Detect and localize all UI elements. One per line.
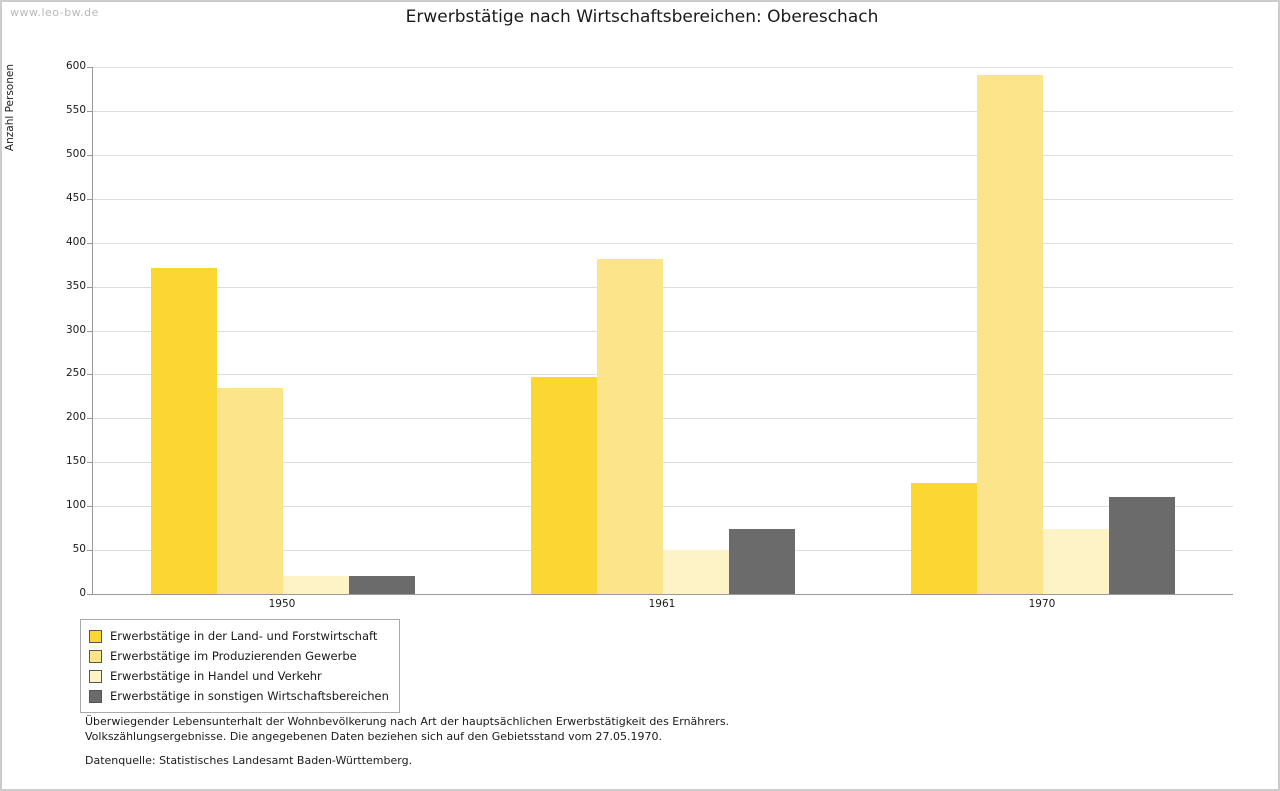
y-tick-label: 600 [65,60,86,72]
y-tick-label: 250 [65,367,86,380]
y-tick-label: 400 [65,235,86,248]
footnote-line-1: Überwiegender Lebensunterhalt der Wohnbevölkerung nach Art der hauptsächlichen Erwerbstätigkeit des Ernährers. [85,715,730,728]
legend-swatch-icon [89,670,102,683]
legend-label: Erwerbstätige in Handel und Verkehr [110,669,322,683]
legend-label: Erwerbstätige im Produzierenden Gewerbe [110,649,357,663]
bar [597,259,663,594]
bar [283,576,349,594]
bar [663,550,729,594]
bar [217,388,283,594]
y-tick-label: 0 [79,587,86,599]
y-tick-label: 500 [65,147,86,160]
legend-swatch-icon [89,630,102,643]
gridline [93,111,1233,112]
legend-item [89,666,389,686]
bar [729,529,795,594]
gridline [93,374,1233,375]
y-tick-label: 50 [72,543,86,556]
legend-swatch-icon [89,650,102,663]
y-tick-label: 350 [65,279,86,292]
y-tick-label: 300 [65,323,86,336]
bar [1043,529,1109,594]
bar [349,576,415,594]
gridline [93,331,1233,332]
legend-item [89,686,389,706]
bar [1109,497,1175,594]
x-tick-label: 1950 [268,598,296,610]
plot-area [92,67,1233,595]
gridline [93,287,1233,288]
y-tick-label: 450 [65,191,86,204]
bar [151,268,217,594]
legend-label: Erwerbstätige in der Land- und Forstwirtschaft [110,629,378,643]
bar [531,377,597,594]
bar [977,75,1043,594]
gridline [93,243,1233,244]
x-tick-label: 1961 [648,598,676,610]
data-source: Datenquelle: Statistisches Landesamt Baden-Württemberg. [85,754,413,767]
legend [80,619,400,713]
legend-item [89,646,389,666]
footnote-line-2: Volkszählungsergebnisse. Die angegebenen Daten beziehen sich auf den Gebietsstand vom 27.05.1970. [85,730,663,743]
legend-label: Erwerbstätige in sonstigen Wirtschaftsbereichen [110,689,389,703]
legend-swatch-icon [89,690,102,703]
y-tick-label: 200 [65,411,86,424]
y-tick-label: 150 [65,455,86,468]
watermark: www.leo-bw.de [10,6,99,19]
y-tick-label: 100 [65,499,86,512]
footnote [85,714,729,744]
y-axis-label: Anzahl Personen [4,64,16,152]
y-tick-label: 550 [65,103,86,116]
bar [911,483,977,594]
gridline [93,155,1233,156]
legend-item [89,626,389,646]
gridline [93,199,1233,200]
gridline [93,67,1233,68]
chart-title: Erwerbstätige nach Wirtschaftsbereichen: Obereschach [405,7,879,27]
x-tick-label: 1970 [1028,598,1056,610]
